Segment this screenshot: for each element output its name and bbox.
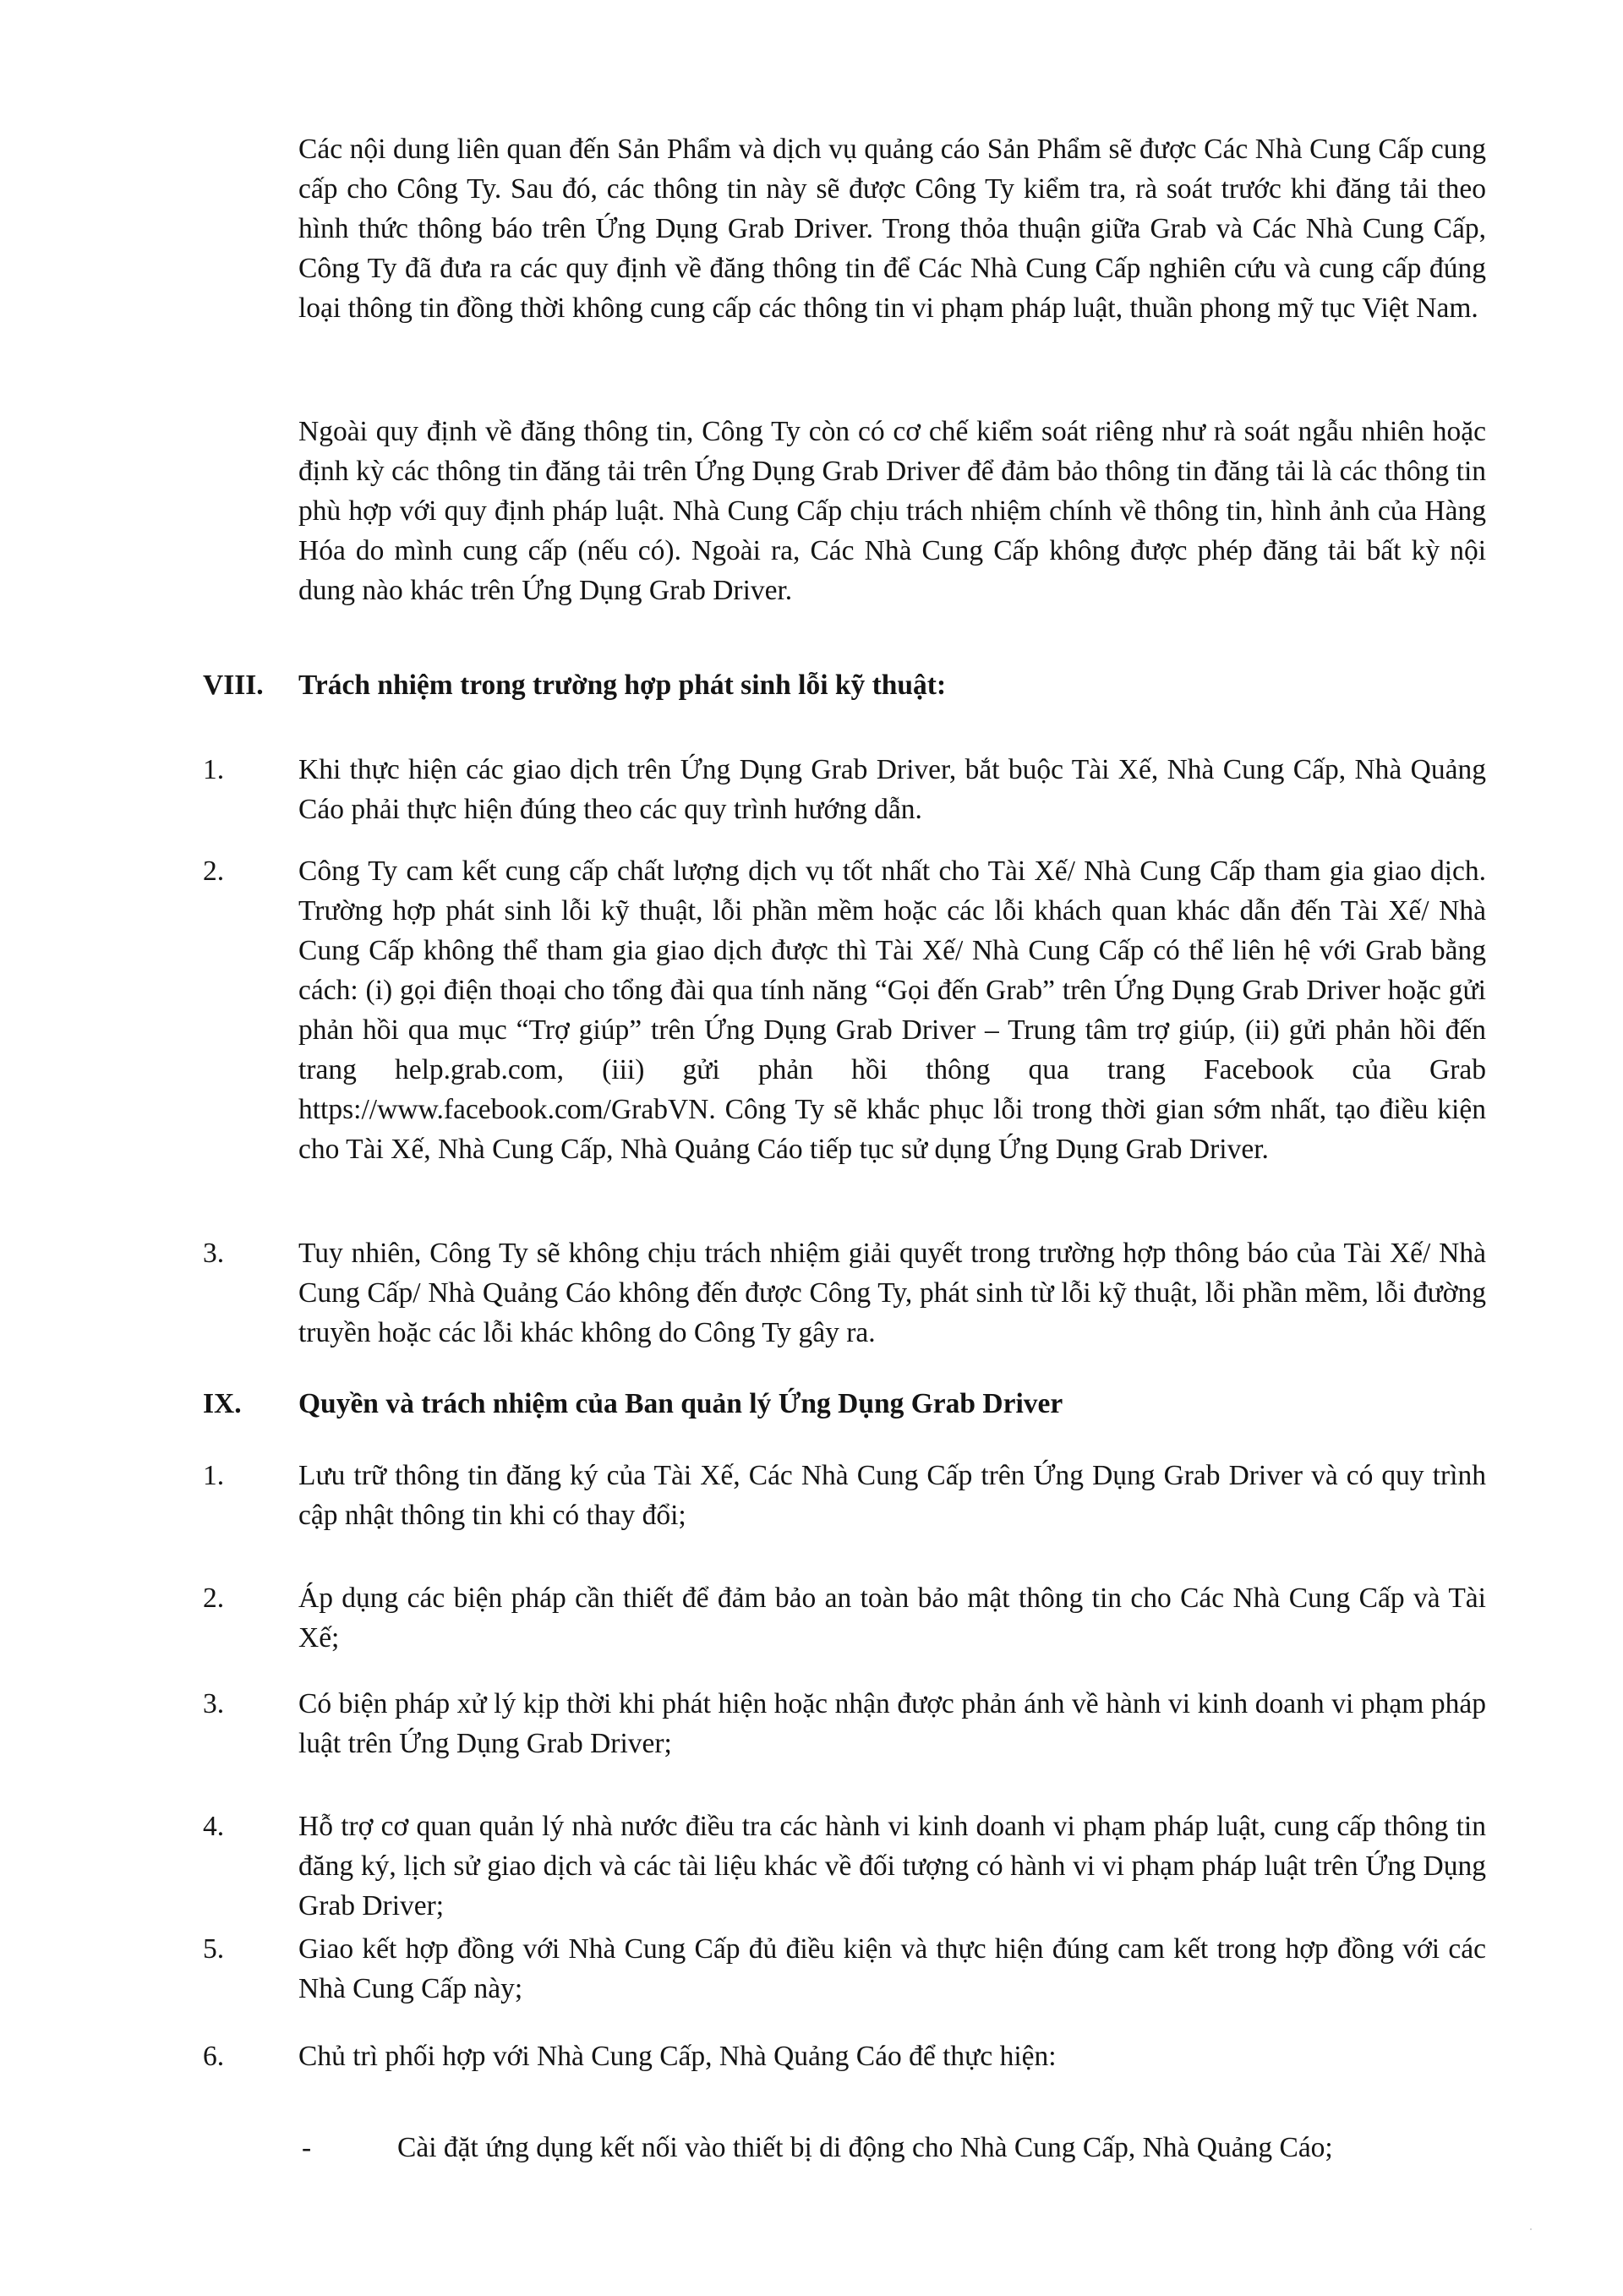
list-item	[203, 1684, 1486, 1763]
item-text: Khi thực hiện các giao dịch trên Ứng Dụng Grab Driver, bắt buộc Tài Xế, Nhà Cung Cấp, Nhà Quảng Cáo phải thực hiện đúng theo các quy trình hướng dẫn.	[298, 754, 1486, 825]
list-item	[203, 1807, 1486, 1926]
list-item	[203, 1929, 1486, 2009]
section-heading-viii	[203, 665, 1488, 705]
item-number: 2.	[203, 856, 225, 887]
bullet-marker: -	[302, 2132, 312, 2163]
item-text: Tuy nhiên, Công Ty sẽ không chịu trách nhiệm giải quyết trong trường hợp thông báo của Tài Xế/ Nhà Cung Cấp/ Nhà Quảng Cáo không đến được Công Ty, phát sinh từ lỗi kỹ thuật, lỗi phần mềm, lỗi đường truyền hoặc các lỗi khác không do Công Ty gây ra.	[298, 1238, 1486, 1348]
list-item	[203, 750, 1486, 829]
section-number: IX.	[203, 1388, 242, 1419]
item-text: Lưu trữ thông tin đăng ký của Tài Xế, Các Nhà Cung Cấp trên Ứng Dụng Grab Driver và có quy trình cập nhật thông tin khi có thay đổi;	[298, 1460, 1486, 1531]
item-number: 2.	[203, 1583, 225, 1614]
item-number: 3.	[203, 1238, 225, 1269]
item-text: Công Ty cam kết cung cấp chất lượng dịch vụ tốt nhất cho Tài Xế/ Nhà Cung Cấp tham gia giao dịch. Trường hợp phát sinh lỗi kỹ thuật, lỗi phần mềm hoặc các lỗi khách quan khác dẫn đến Tài Xế/ Nhà Cung Cấp không thể tham gia giao dịch được thì Tài Xế/ Nhà Cung Cấp có thể liên hệ với Grab bằng cách: (i) gọi điện thoại cho tổng đài qua tính năng “Gọi đến Grab” trên Ứng Dụng Grab Driver hoặc gửi phản hồi qua mục “Trợ giúp” trên Ứng Dụng Grab Driver – Trung tâm trợ giúp, (ii) gửi phản hồi đến trang help.grab.com, (iii) gửi phản hồi thông qua trang Facebook của Grab https://www.facebook.com/GrabVN. Công Ty sẽ khắc phục lỗi trong thời gian sớm nhất, tạo điều kiện cho Tài Xế, Nhà Cung Cấp, Nhà Quảng Cáo tiếp tục sử dụng Ứng Dụng Grab Driver.	[298, 856, 1486, 1165]
section-heading-ix	[203, 1384, 1488, 1424]
bullet-text: Cài đặt ứng dụng kết nối vào thiết bị di động cho Nhà Cung Cấp, Nhà Quảng Cáo;	[397, 2132, 1333, 2163]
bullet-item	[302, 2128, 1485, 2168]
list-item	[203, 1456, 1486, 1535]
list-item	[203, 2036, 1486, 2076]
scan-speck	[1530, 2228, 1532, 2230]
section-title: Quyền và trách nhiệm của Ban quản lý Ứng Dụng Grab Driver	[298, 1388, 1063, 1419]
section-title: Trách nhiệm trong trường hợp phát sinh lỗi kỹ thuật:	[298, 670, 947, 701]
item-number: 1.	[203, 1460, 225, 1491]
item-text: Có biện pháp xử lý kịp thời khi phát hiện hoặc nhận được phản ánh về hành vi kinh doanh vi phạm pháp luật trên Ứng Dụng Grab Driver;	[298, 1688, 1486, 1759]
item-number: 5.	[203, 1933, 225, 1965]
list-item	[203, 851, 1486, 1169]
section-number: VIII.	[203, 670, 264, 701]
item-text: Áp dụng các biện pháp cần thiết để đảm bảo an toàn bảo mật thông tin cho Các Nhà Cung Cấp và Tài Xế;	[298, 1583, 1486, 1654]
item-text: Giao kết hợp đồng với Nhà Cung Cấp đủ điều kiện và thực hiện đúng cam kết trong hợp đồng với các Nhà Cung Cấp này;	[298, 1933, 1486, 2004]
item-number: 4.	[203, 1811, 225, 1842]
list-item	[203, 1578, 1486, 1658]
item-text: Chủ trì phối hợp với Nhà Cung Cấp, Nhà Quảng Cáo để thực hiện:	[298, 2041, 1057, 2072]
intro-paragraph: Các nội dung liên quan đến Sản Phẩm và dịch vụ quảng cáo Sản Phẩm sẽ được Các Nhà Cung Cấp cung cấp cho Công Ty. Sau đó, các thông tin này sẽ được Công Ty kiểm tra, rà soát trước khi đăng tải theo hình thức thông báo trên Ứng Dụng Grab Driver. Trong thỏa thuận giữa Grab và Các Nhà Cung Cấp, Công Ty đã đưa ra các quy định về đăng thông tin để Các Nhà Cung Cấp nghiên cứu và cung cấp đúng loại thông tin đồng thời không cung cấp các thông tin vi phạm pháp luật, thuần phong mỹ tục Việt Nam.	[298, 134, 1486, 324]
item-number: 6.	[203, 2041, 225, 2072]
intro-paragraph: Ngoài quy định về đăng thông tin, Công Ty còn có cơ chế kiểm soát riêng như rà soát ngẫu nhiên hoặc định kỳ các thông tin đăng tải trên Ứng Dụng Grab Driver để đảm bảo thông tin đăng tải là các thông tin phù hợp với quy định pháp luật. Nhà Cung Cấp chịu trách nhiệm chính về thông tin, hình ảnh của Hàng Hóa do mình cung cấp (nếu có). Ngoài ra, Các Nhà Cung Cấp không được phép đăng tải bất kỳ nội dung nào khác trên Ứng Dụng Grab Driver.	[298, 416, 1486, 606]
list-item	[203, 1233, 1486, 1353]
item-text: Hỗ trợ cơ quan quản lý nhà nước điều tra các hành vi kinh doanh vi phạm pháp luật, cung cấp thông tin đăng ký, lịch sử giao dịch và các tài liệu khác về đối tượng có hành vi vi phạm pháp luật trên Ứng Dụng Grab Driver;	[298, 1811, 1486, 1922]
item-number: 1.	[203, 754, 225, 785]
item-number: 3.	[203, 1688, 225, 1719]
